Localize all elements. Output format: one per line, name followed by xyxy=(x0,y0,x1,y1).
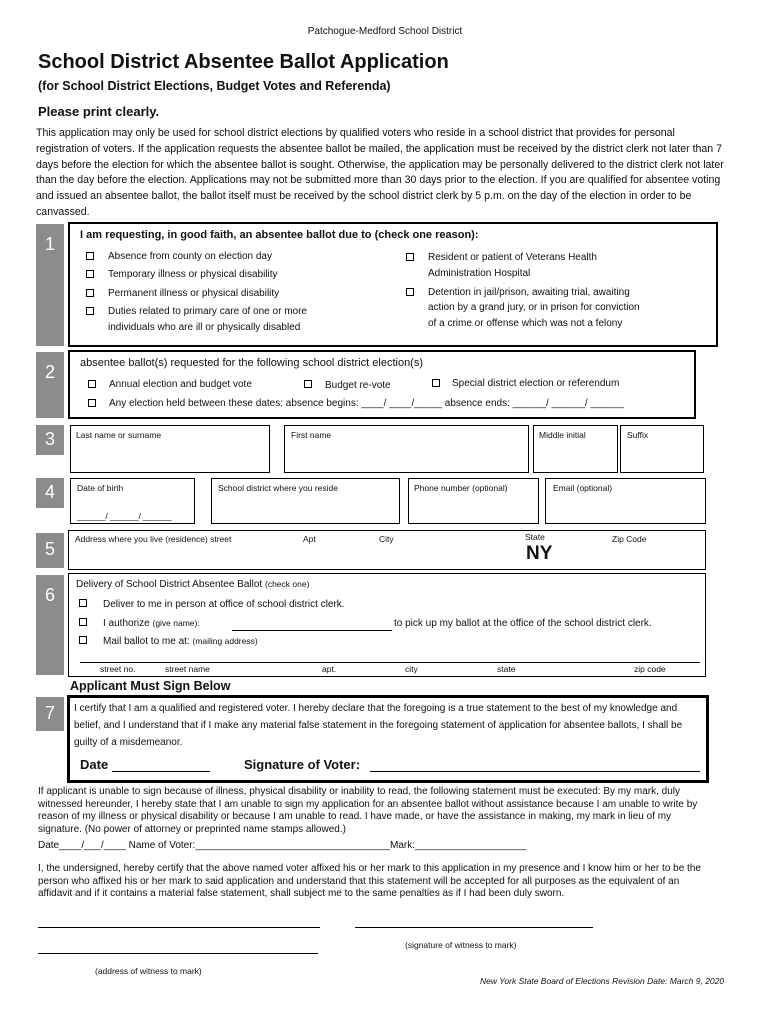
form-title: School District Absentee Ballot Application xyxy=(38,51,449,73)
checkbox-annual-election[interactable] xyxy=(88,380,96,388)
print-clearly-note: Please print clearly. xyxy=(38,104,160,119)
section-6-heading xyxy=(76,579,309,590)
option-authorize xyxy=(103,618,200,629)
checkbox-mail-ballot[interactable] xyxy=(79,636,87,644)
section-6-heading-text: Delivery of School District Absentee Ballot xyxy=(76,579,263,590)
phone-label: Phone number (optional) xyxy=(414,483,508,493)
checkbox-budget-revote[interactable] xyxy=(304,380,312,388)
option-absence-county: Absence from county on election day xyxy=(108,251,272,262)
first-name-label: First name xyxy=(291,430,332,440)
option-detention-line1: Detention in jail/prison, awaiting trial, awaiting xyxy=(428,287,630,298)
unable-to-sign-text: If applicant is unable to sign because of illness, physical disability or inability to read, the following statement must be executed: By my mark, duly witnessed hereunder, I hereby state that I am unable to sign my application for an absentee ballot without assistance because I am unable to write by reason of my illness or physical disability or because I am unable to read. I have made, or have the assistance in making, my mark in lieu of my signature. (No power of attorney or preprinted name stamps allowed.) xyxy=(38,786,698,835)
checkbox-detention[interactable] xyxy=(406,288,414,296)
section-2-number: 2 xyxy=(36,352,64,418)
section-3-number: 3 xyxy=(36,425,64,455)
option-detention-line3: of a crime or offense which was not a felony xyxy=(428,318,623,329)
apt-label: Apt xyxy=(303,534,316,544)
dob-blank: ______/ ______/ ______ xyxy=(77,511,172,521)
field-street-name: street name xyxy=(165,664,210,674)
section-1-heading: I am requesting, in good faith, an absentee ballot due to (check one reason): xyxy=(80,229,479,241)
signature-label: Signature of Voter: xyxy=(244,757,361,772)
option-deliver-in-person: Deliver to me in person at office of school district clerk. xyxy=(103,599,345,610)
section-6-number: 6 xyxy=(36,575,64,675)
option-mail-ballot xyxy=(103,636,258,647)
option-temporary-illness: Temporary illness or physical disability xyxy=(108,269,278,280)
last-name-label: Last name or surname xyxy=(76,430,162,440)
must-sign-heading: Applicant Must Sign Below xyxy=(70,679,231,693)
checkbox-special-election[interactable] xyxy=(432,379,440,387)
section-4-number: 4 xyxy=(36,478,64,508)
give-name-note: (give name): xyxy=(152,618,200,628)
option-veterans-line1: Resident or patient of Veterans Health xyxy=(428,252,597,263)
dob-label: Date of birth xyxy=(77,483,124,493)
checkbox-veterans-hospital[interactable] xyxy=(406,253,414,261)
field-zip: zip code xyxy=(634,664,666,674)
option-primary-care-line2: individuals who are ill or physically disabled xyxy=(108,322,301,333)
checkbox-deliver-in-person[interactable] xyxy=(79,599,87,607)
address-label: Address where you live (residence) street xyxy=(75,534,232,544)
state-value: NY xyxy=(526,543,553,564)
checkbox-any-election[interactable] xyxy=(88,399,96,407)
authorize-pickup-text: to pick up my ballot at the office of the school district clerk. xyxy=(394,618,652,629)
intro-paragraph: This application may only be used for school district elections by qualified voters who reside in a school district that provides for personal registration of voters. If the application requests the absentee ballot be mailed, the application must be received by the district clerk not later than 7 days before the election for which the absentee ballot is sought. Otherwise, the application may be personally delivered to the district clerk not later than the day before the election. Applications may not be submitted more than 30 days prior to the election. If you are qualified for absentee voting and issued an absentee ballot, the ballot itself must be received by the school district clerk by 5 p.m. on the day of the election in order to be canvassed. xyxy=(36,127,724,218)
district-header: Patchogue-Medford School District xyxy=(307,26,463,37)
mailing-address-line[interactable] xyxy=(80,662,700,663)
option-veterans-line2: Administration Hospital xyxy=(428,268,531,279)
field-state: state xyxy=(497,664,516,674)
checkbox-authorize[interactable] xyxy=(79,618,87,626)
section-6-check-one: (check one) xyxy=(264,579,310,589)
state-label: State xyxy=(525,532,545,542)
field-street-no: street no. xyxy=(100,664,136,674)
authorize-text: I authorize xyxy=(103,618,150,629)
authorize-name-line[interactable] xyxy=(232,630,392,631)
email-label: Email (optional) xyxy=(553,483,613,493)
witness-address-label: (address of witness to mark) xyxy=(95,966,202,976)
option-permanent-illness: Permanent illness or physical disability xyxy=(108,288,280,299)
section-5-number: 5 xyxy=(36,533,64,568)
middle-initial-label: Middle initial xyxy=(539,430,586,440)
witness-address-line[interactable] xyxy=(38,953,318,954)
mail-ballot-text: Mail ballot to me at: xyxy=(103,636,190,647)
section-2-heading: absentee ballot(s) requested for the following school district election(s) xyxy=(80,357,424,369)
option-any-election: Any election held between these dates: absence begins: ____/ ____/_____ absence ends: ______/ ______/ ______ xyxy=(109,398,624,409)
mark-line: Date____/___/____ Name of Voter:___________________________________Mark:____________________ xyxy=(38,840,527,851)
option-budget-revote: Budget re-vote xyxy=(325,380,391,391)
witness-signature-label: (signature of witness to mark) xyxy=(405,940,517,950)
option-special-election: Special district election or referendum xyxy=(452,378,620,389)
district-label: School district where you reside xyxy=(218,483,339,493)
witness-signature-line[interactable] xyxy=(355,927,593,928)
signature-line[interactable] xyxy=(370,771,700,772)
suffix-label: Suffix xyxy=(627,430,649,440)
field-city: city xyxy=(405,664,418,674)
mailing-address-note: (mailing address) xyxy=(192,636,258,646)
checkbox-permanent-illness[interactable] xyxy=(86,289,94,297)
option-detention-line2: action by a grand jury, or in prison for conviction xyxy=(428,302,640,313)
witness-line-left[interactable] xyxy=(38,927,320,928)
date-label: Date xyxy=(80,757,109,772)
certification-text: I certify that I am a qualified and registered voter. I hereby declare that the foregoing is a true statement to the best of my knowledge and belief, and I understand that if I make any material false statement in the foregoing statement of application for absentee ballots, I shall be guilty of a misdemeanor. xyxy=(74,703,683,748)
checkbox-absence-county[interactable] xyxy=(86,252,94,260)
option-primary-care-line1: Duties related to primary care of one or more xyxy=(108,306,307,317)
checkbox-temporary-illness[interactable] xyxy=(86,270,94,278)
field-apt: apt. xyxy=(322,664,337,674)
checkbox-primary-care[interactable] xyxy=(86,307,94,315)
city-label: City xyxy=(379,534,394,544)
date-line[interactable] xyxy=(112,771,210,772)
form-subtitle: (for School District Elections, Budget Votes and Referenda) xyxy=(38,79,391,93)
section-1-number: 1 xyxy=(36,224,64,346)
witness-certification-text: I, the undersigned, hereby certify that the above named voter affixed his or her mark to this application in my presence and I know him or her to be the person who affixed his or her mark to said application and understand that this statement will be accepted for all purposes as the equivalent of an affidavit and if it contains a material false statement, shall subject me to the same penalties as if I had been duly sworn. xyxy=(38,863,701,900)
section-7-number: 7 xyxy=(36,697,64,731)
revision-footer: New York State Board of Elections Revision Date: March 9, 2020 xyxy=(480,976,725,986)
zip-label: Zip Code xyxy=(612,534,647,544)
option-annual-election: Annual election and budget vote xyxy=(109,379,252,390)
